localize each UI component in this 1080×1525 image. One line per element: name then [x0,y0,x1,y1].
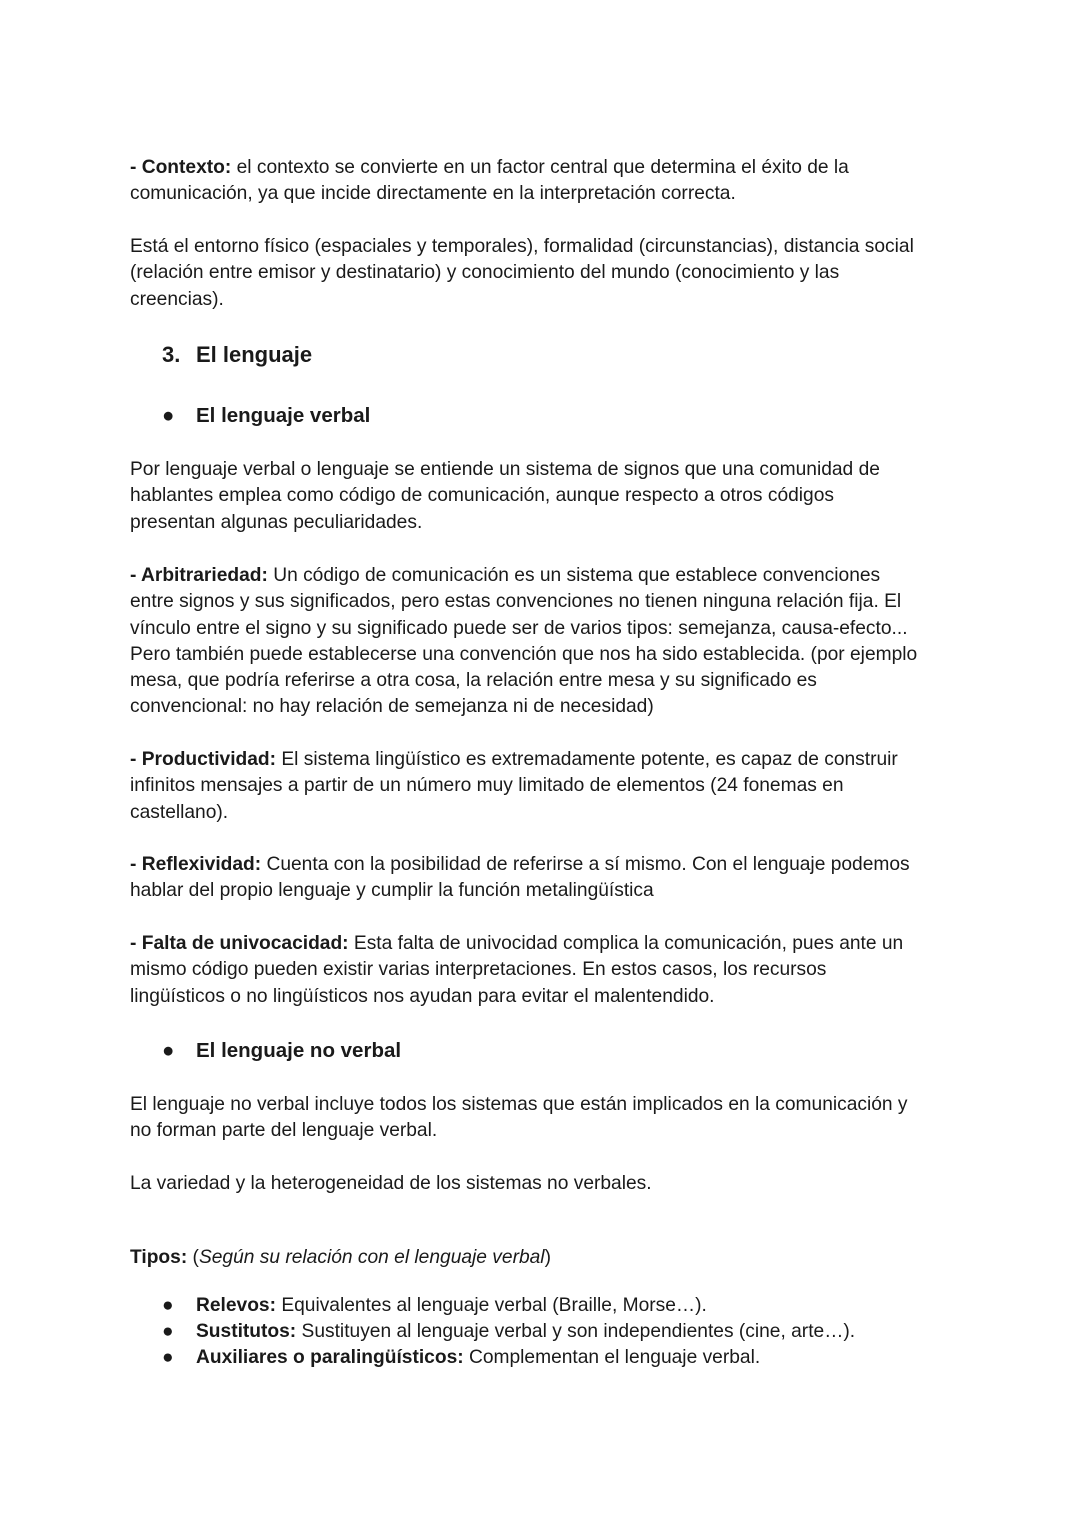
list-item [162,1345,760,1371]
section-number: 3. [162,342,181,367]
item-text: Complementan el lenguaje verbal. [463,1347,761,1368]
subheading-text: El lenguaje verbal [196,404,371,427]
term-label: - Contexto: [130,157,232,178]
text-line: Por lenguaje verbal o lenguaje se entiende un sistema de signos que una comunidad de [130,459,880,480]
text-line: comunicación, ya que incide directamente en la interpretación correcta. [130,183,736,205]
text-line: convencional: no hay relación de semejanza ni de necesidad) [130,696,654,718]
term-label: - Arbitrariedad: [130,565,268,586]
text-line: hablar del propio lenguaje y cumplir la función metalingüística [130,880,654,902]
bullet-icon: ● [162,1347,174,1368]
text-line: no forman parte del lenguaje verbal. [130,1120,438,1142]
text-line: creencias). [130,288,224,310]
text-line: Un código de comunicación es un sistema que establece convenciones [267,565,881,586]
bullet-icon: ● [162,1321,174,1342]
bullet-icon: ● [162,404,175,427]
list-item [162,1293,707,1319]
text-line: mesa, que podría referirse a otra cosa, la relación entre mesa y su significado es [130,670,817,692]
term-label: - Productividad: [130,749,277,770]
section-title: El lenguaje [196,342,313,367]
text-line: lingüísticos o no lingüísticos nos ayudan para evitar el malentendido. [130,985,715,1007]
text-line: Cuenta con la posibilidad de referirse a sí mismo. Con el lenguaje podemos [261,854,910,875]
tipos-note: Según su relación con el lenguaje verbal [198,1247,545,1268]
subheading-no-verbal [162,1037,401,1065]
term-label: Tipos: [130,1247,188,1268]
term-label: - Falta de univocacidad: [130,933,349,954]
text-line: (relación entre emisor y destinatario) y conocimiento del mundo (conocimiento y las [130,262,840,284]
text-line: La variedad y la heterogeneidad de los sistemas no verbales. [130,1173,652,1194]
term-label: - Reflexividad: [130,854,262,875]
reflexividad-paragraph [130,852,970,905]
item-text: Sustituyen al lenguaje verbal y son independientes (cine, arte…). [296,1321,856,1342]
variedad-paragraph [130,1171,970,1197]
text-line: castellano). [130,801,229,823]
tipos-paragraph: Tipos: (Según su relación con el lenguaje verbal) [130,1247,551,1268]
univocacidad-paragraph [130,931,970,1010]
item-text: Equivalentes al lenguaje verbal (Braille, Morse…). [275,1295,707,1316]
entorno-paragraph [130,234,970,313]
section-heading [162,341,312,369]
bullet-icon: ● [162,1039,175,1062]
text-line: entre signos y sus significados, pero estas convenciones no tienen ninguna relación fija. El [130,591,902,613]
bullet-icon: ● [162,1295,174,1316]
subheading-text: El lenguaje no verbal [196,1039,402,1062]
list-item [162,1319,855,1345]
item-label: Relevos: [196,1295,276,1316]
noverbal-intro [130,1092,970,1145]
text-line: hablantes emplea como código de comunicación, aunque respecto a otros códigos [130,485,834,507]
text-line: Pero también puede establecerse una convención que nos ha sido establecida. (por ejemplo [130,643,918,665]
arbitrariedad-paragraph [130,563,970,721]
text-line: presentan algunas peculiaridades. [130,511,423,533]
text-line: vínculo entre el signo y su significado puede ser de varios tipos: semejanza, causa-efecto... [130,617,908,639]
text-line: infinitos mensajes a partir de un número muy limitado de elementos (24 fonemas en [130,775,844,797]
text-line: El sistema lingüístico es extremadamente potente, es capaz de construir [276,749,898,770]
verbal-intro [130,457,970,536]
item-label: Sustitutos: [196,1321,297,1342]
text-line: El lenguaje no verbal incluye todos los sistemas que están implicados en la comunicación y [130,1094,908,1115]
contexto-paragraph [130,155,970,208]
item-label: Auxiliares o paralingüísticos: [196,1347,464,1368]
subheading-verbal [162,402,370,430]
text-line: el contexto se convierte en un factor central que determina el éxito de la [231,157,849,178]
text-line: Está el entorno físico (espaciales y temporales), formalidad (circunstancias), distancia social [130,236,914,257]
productividad-paragraph [130,747,970,826]
text-line: mismo código pueden existir varias interpretaciones. En estos casos, los recursos [130,959,827,981]
text-line: Esta falta de univocidad complica la comunicación, pues ante un [348,933,904,954]
